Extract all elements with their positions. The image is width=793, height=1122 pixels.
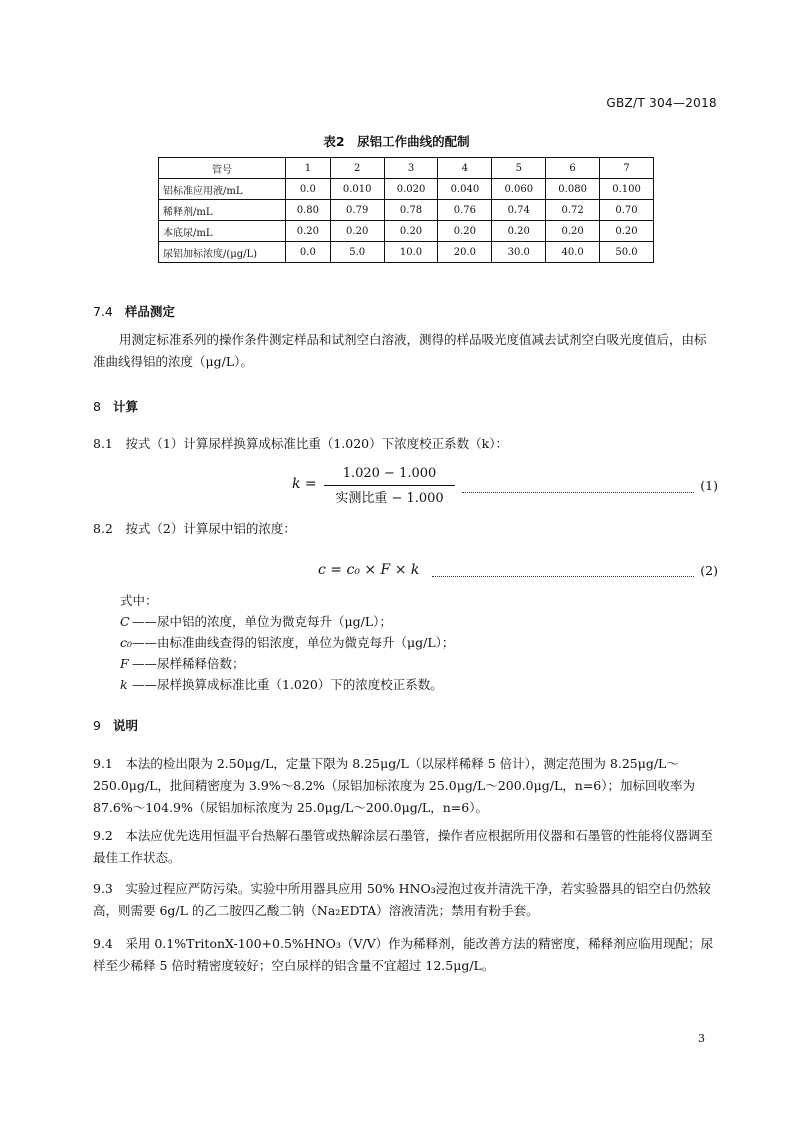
- table-cell: 0.78: [384, 200, 438, 221]
- definition-text: ——尿样稀释倍数；: [132, 656, 245, 671]
- equation-1-denominator: 实测比重 − 1.000: [335, 491, 444, 506]
- table-header-row: [159, 158, 654, 179]
- table-cell: 0.010: [330, 179, 384, 200]
- clause-9-3: 9.3 实验过程应严防污染。实验中所用器具应用 50% HNO₃浸泡过夜并清洗干净，若实验器具的铝空白仍然较高，则需要 6g/L 的乙二胺四乙酸二钠（Na₂EDTA）溶液清洗；禁用有粉手套。: [93, 881, 711, 918]
- variable-definitions: [120, 590, 454, 695]
- table-cell: 40.0: [546, 242, 600, 263]
- clause-9-2: 9.2 本法应优先选用恒温平台热解石墨管或热解涂层石墨管，操作者应根据所用仪器和石墨管的性能将仪器调至最佳工作状态。: [93, 828, 713, 865]
- table-row-label: 尿铝加标浓度/(μg/L): [159, 242, 286, 263]
- table-row-label: 稀释剂/mL: [159, 200, 286, 221]
- table-cell: 0.72: [546, 200, 600, 221]
- table-cell: 0.060: [492, 179, 546, 200]
- table-column-header: 3: [384, 158, 438, 179]
- equation-2: [280, 560, 718, 584]
- fraction-bar: [324, 485, 455, 486]
- section-title: 计算: [112, 399, 138, 414]
- table-row: [159, 242, 654, 263]
- definition-text: ——尿中铝的浓度，单位为微克每升（μg/L）；: [132, 614, 392, 629]
- definition-symbol: c₀: [120, 635, 133, 650]
- where-title: 式中：: [120, 593, 158, 608]
- table-cell: 0.79: [330, 200, 384, 221]
- equation-1-lhs: k =: [292, 476, 317, 492]
- table-cell: 0.20: [546, 221, 600, 242]
- section-number: 8: [93, 399, 101, 414]
- table-cell: 0.76: [438, 200, 492, 221]
- table-column-header: 5: [492, 158, 546, 179]
- section-title: 样品测定: [124, 304, 175, 319]
- table-row: [159, 221, 654, 242]
- table-cell: 0.20: [384, 221, 438, 242]
- table-cell: 20.0: [438, 242, 492, 263]
- table-cell: 0.0: [286, 242, 331, 263]
- table-header-label: 管号: [159, 158, 286, 179]
- definition-item: [120, 674, 454, 695]
- leader-dots: [462, 492, 694, 493]
- equation-2-label: (2): [700, 563, 718, 578]
- equation-1: [280, 464, 718, 508]
- table-cell: 0.80: [286, 200, 331, 221]
- section-number: 7.4: [93, 304, 113, 319]
- table-cell: 0.20: [492, 221, 546, 242]
- table-row: [159, 179, 654, 200]
- leader-dots: [432, 576, 694, 577]
- table-cell: 0.040: [438, 179, 492, 200]
- definition-text: ——尿样换算成标准比重（1.020）下的浓度校正系数。: [132, 677, 443, 692]
- table-cell: 10.0: [384, 242, 438, 263]
- section-title: 说明: [112, 718, 138, 733]
- definition-item: [120, 611, 454, 632]
- table-row-label: 铝标准应用液/mL: [159, 179, 286, 200]
- calibration-table: [158, 157, 654, 263]
- section-number: 9: [93, 718, 101, 733]
- table-column-header: 7: [600, 158, 654, 179]
- table-column-header: 2: [330, 158, 384, 179]
- table-cell: 0.0: [286, 179, 331, 200]
- table-cell: 50.0: [600, 242, 654, 263]
- equation-1-numerator: 1.020 − 1.000: [342, 466, 437, 481]
- section-7-4-text: 用测定标准系列的操作条件测定样品和试剂空白溶液，测得的样品吸光度值减去试剂空白吸光度值后，由标准曲线得铝的浓度（μg/L）。: [93, 332, 707, 369]
- equation-2-expression: c = c₀ × F × k: [318, 562, 420, 578]
- equation-1-label: (1): [700, 478, 718, 493]
- definition-symbol: k: [120, 677, 128, 692]
- clause-8-2: 8.2 按式（2）计算尿中铝的浓度：: [93, 521, 296, 536]
- section-9-heading: [93, 716, 138, 734]
- table-cell: 0.20: [438, 221, 492, 242]
- standard-code: GBZ/T 304—2018: [606, 96, 717, 110]
- table-column-header: 6: [546, 158, 600, 179]
- table-cell: 0.080: [546, 179, 600, 200]
- table-row-label: 本底尿/mL: [159, 221, 286, 242]
- page-number: 3: [698, 1032, 705, 1045]
- clause-9-1: 9.1 本法的检出限为 2.50μg/L，定量下限为 8.25μg/L（以尿样稀释 5 倍计），测定范围为 8.25μg/L～250.0μg/L，批间精密度为 3.9%～8.2%（尿铝加标浓度为 25.0μg/L～200.0μg/L，n=6）；加标回收率为 87.6%～104.9%（尿铝加标浓度为 25.0μg/L～200.0μg/L，n=6）。: [93, 756, 696, 815]
- definition-item: [120, 653, 454, 674]
- table-cell: 0.20: [286, 221, 331, 242]
- table-column-header: 1: [286, 158, 331, 179]
- table-cell: 0.100: [600, 179, 654, 200]
- section-7-4-heading: [93, 302, 175, 320]
- clause-8-1: 8.1 按式（1）计算尿样换算成标准比重（1.020）下浓度校正系数（k）：: [93, 436, 508, 451]
- section-8-heading: [93, 397, 138, 415]
- definition-text: ——由标准曲线查得的铝浓度，单位为微克每升（μg/L）；: [132, 635, 455, 650]
- table-cell: 5.0: [330, 242, 384, 263]
- table-cell: 0.20: [330, 221, 384, 242]
- table-cell: 0.020: [384, 179, 438, 200]
- clause-9-4: 9.4 采用 0.1%TritonX-100+0.5%HNO₃（V/V）作为稀释剂，能改善方法的精密度，稀释剂应临用现配；尿样至少稀释 5 倍时精密度较好；空白尿样的铝含量不宜超过 12.5μg/L。: [93, 936, 714, 973]
- table-cell: 0.20: [600, 221, 654, 242]
- table-cell: 30.0: [492, 242, 546, 263]
- definition-symbol: C: [120, 614, 130, 629]
- table-cell: 0.74: [492, 200, 546, 221]
- definition-symbol: F: [120, 656, 129, 671]
- table-title: 表2 尿铝工作曲线的配制: [323, 134, 470, 149]
- definition-item: [120, 632, 454, 653]
- table-row: [159, 200, 654, 221]
- table-column-header: 4: [438, 158, 492, 179]
- table-cell: 0.70: [600, 200, 654, 221]
